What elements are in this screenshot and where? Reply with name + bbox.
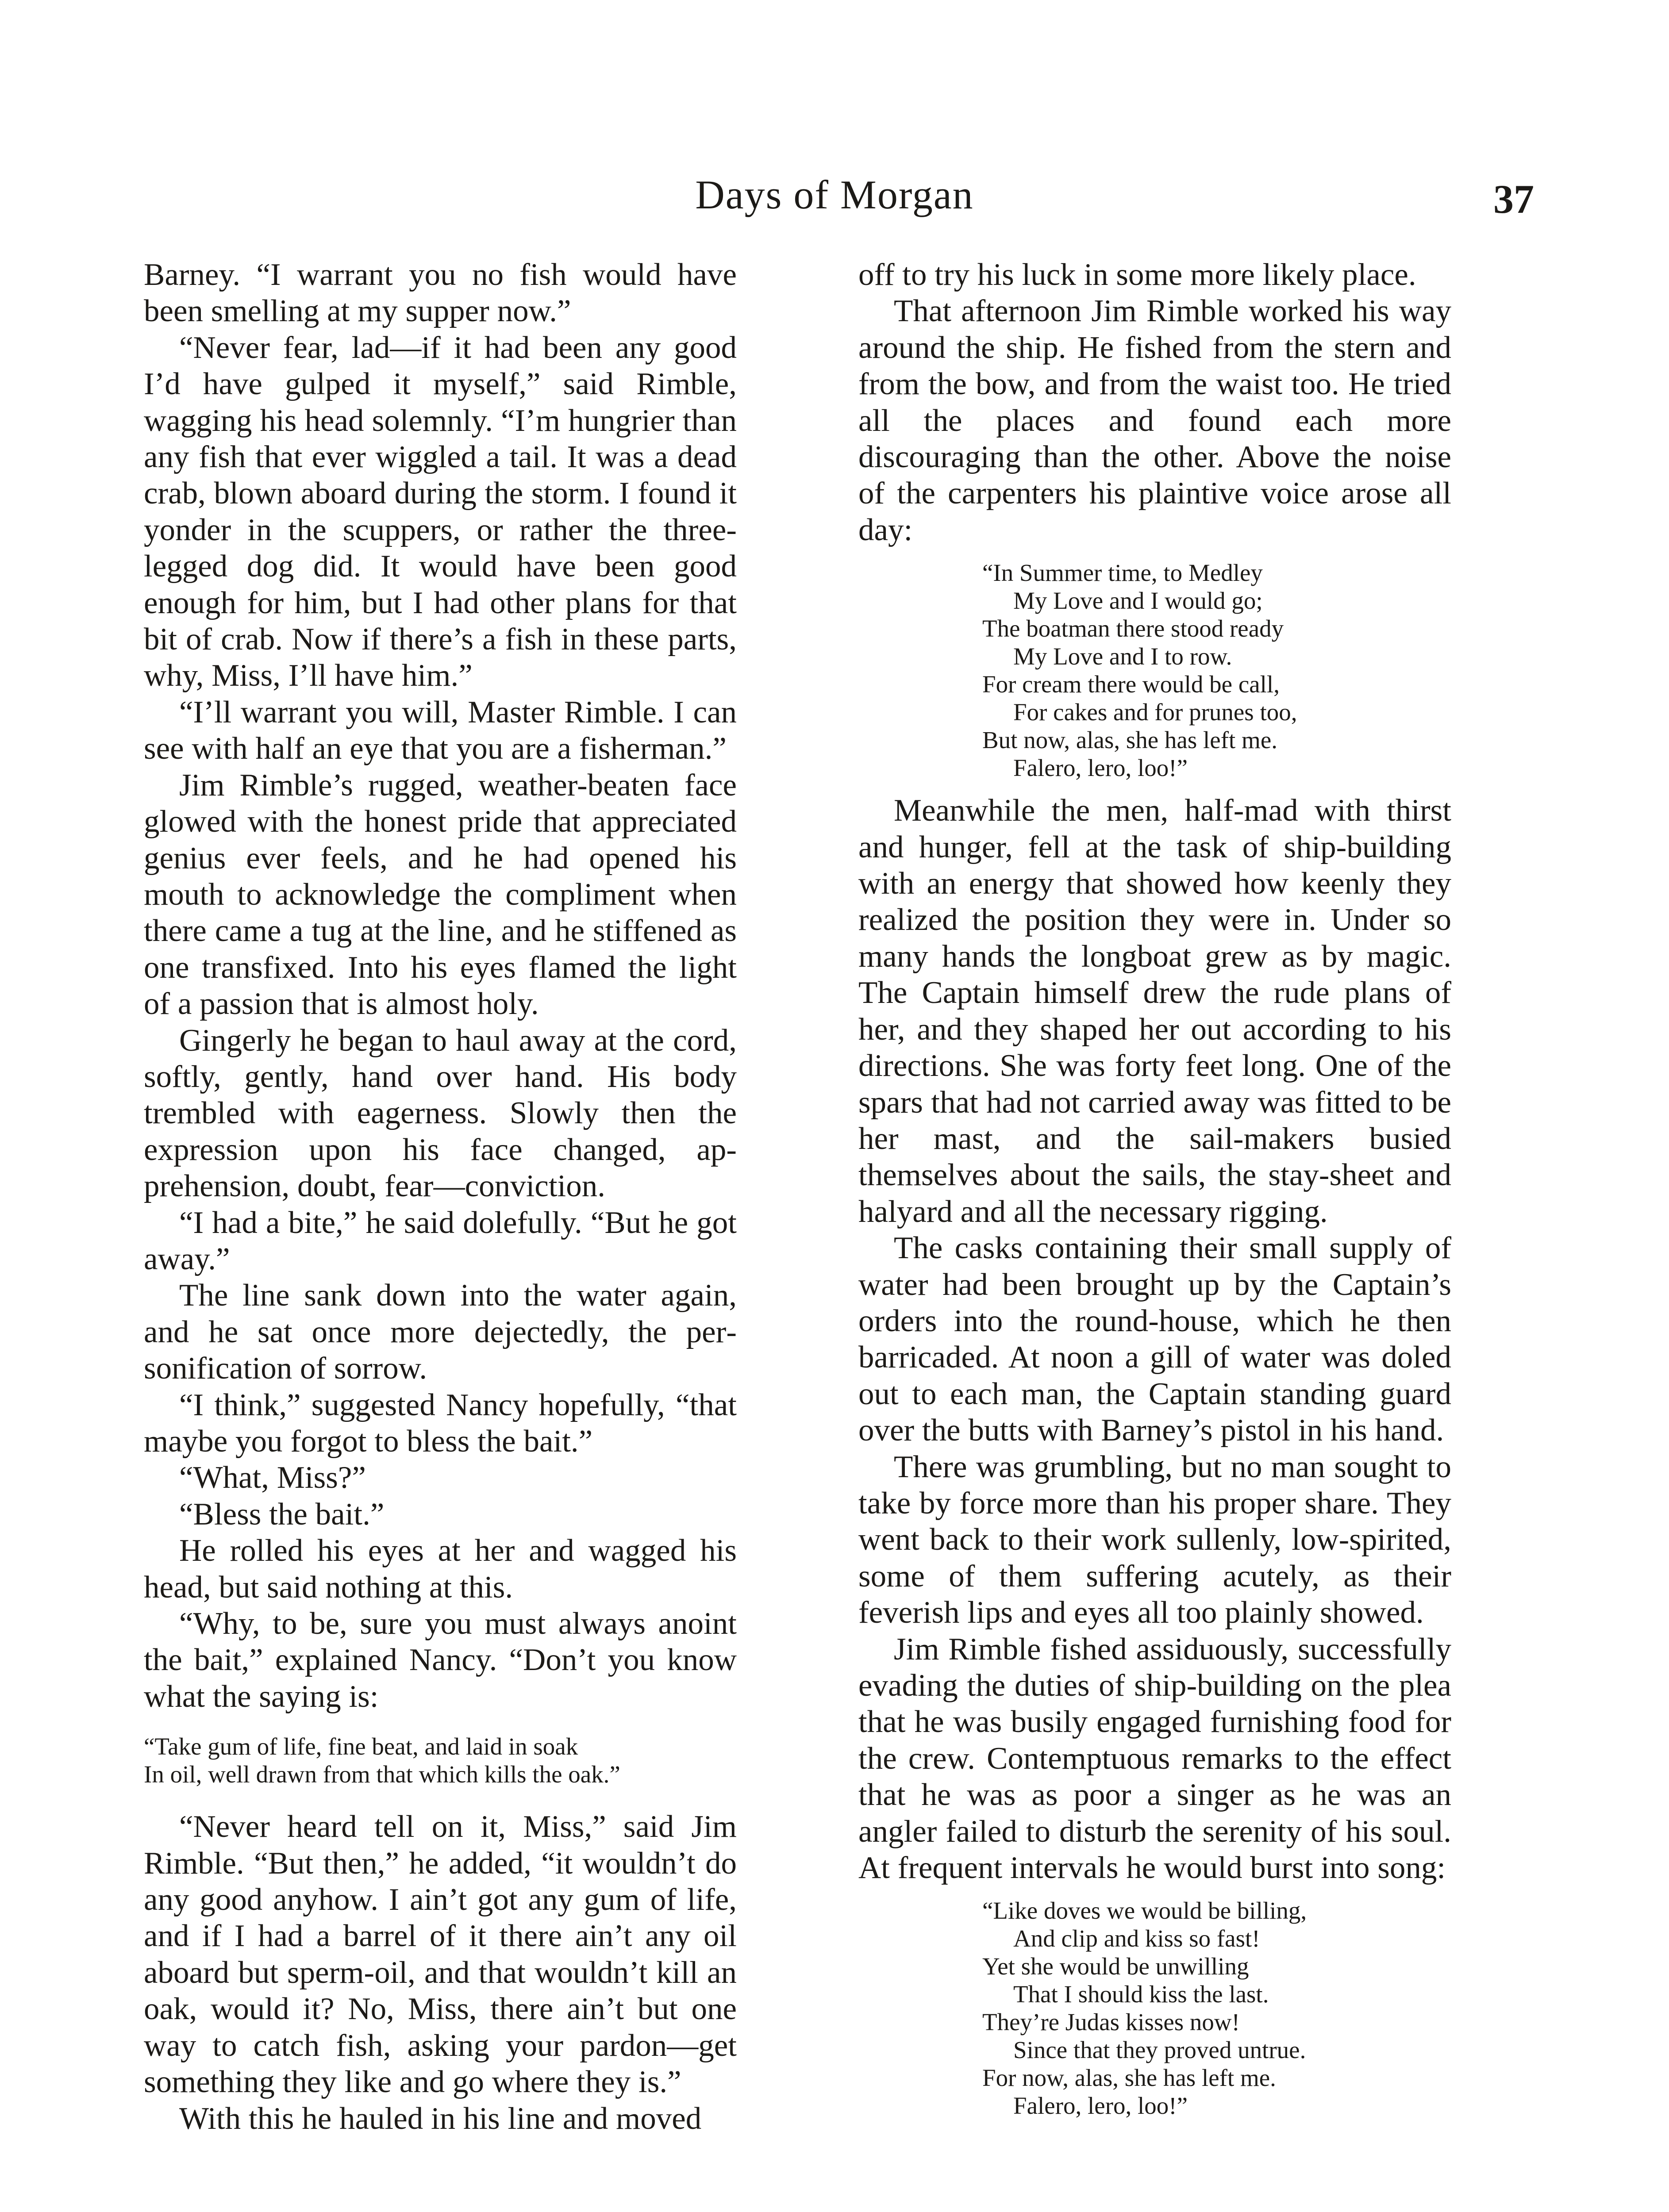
verse-line: “In Summer time, to Medley — [982, 559, 1263, 587]
right-column — [858, 257, 1451, 2130]
paragraph: “I’ll warrant you will, Master Rimble. I can see with half an eye that you are a fisherman.” — [144, 695, 737, 766]
verse-line: Falero, lero, loo!” — [1013, 754, 1188, 782]
verse-line: Yet she would be unwilling — [982, 1953, 1249, 1980]
paragraph: The line sank down into the water again, and he sat once more dejectedly, the personification of sorrow. — [144, 1278, 737, 1386]
paragraph: Jim Rimble’s rugged, weather-beaten face glowed with the honest pride that appreciated genius ever feels, and he had opened his mouth to acknowledge the compliment when there came a tug at the line, and he stiffened as one transfixed. Into his eyes flamed the light of a passion that is almost holy. — [144, 768, 737, 1022]
verse-line: That I should kiss the last. — [1013, 1981, 1269, 2008]
paragraph: “I think,” suggested Nancy hopefully, “that maybe you forgot to bless the bait.” — [144, 1387, 737, 1459]
verse-line: The boatman there stood ready — [982, 615, 1284, 642]
song-verse — [982, 1897, 1451, 2120]
left-column — [144, 257, 737, 2137]
verse-line: Falero, lero, loo!” — [1013, 2092, 1188, 2120]
paragraph: The casks containing their small supply of water had been brought up by the Captain’s orders into the round-house, which he then barricaded. At noon a gill of water was doled out to each man, the Captain standing guard over the butts with Barney’s pistol in his hand. — [858, 1231, 1451, 1448]
verse-line: But now, alas, she has left me. — [982, 726, 1277, 754]
paragraph: “Why, to be, sure you must always anoint the bait,” explained Nancy. “Don’t you know what the saying is: — [144, 1606, 737, 1714]
paragraph: Meanwhile the men, half-mad with thirst and hunger, fell at the task of ship-building with an energy that showed how keenly they realized the position they were in. Under so many hands the longboat grew as by magic. The Captain himself drew the rude plans of her, and they shaped her out according to his directions. She was forty feet long. One of the spars that had not carried away was fitted to be her mast, and the sail-makers busied themselves about the sails, the stay-sheet and halyard and all the necessary rigging. — [858, 793, 1451, 1229]
paragraph: There was grumbling, but no man sought to take by force more than his proper share. They went back to their work sullenly, low-spirited, some of them suffering acutely, as their feverish lips and eyes all too plainly showed. — [858, 1449, 1451, 1630]
paragraph: Gingerly he began to haul away at the cord, softly, gently, hand over hand. His body trembled with eagerness. Slowly then the expression upon his face changed, apprehension, doubt, fear—conviction. — [144, 1023, 737, 1204]
paragraph: Jim Rimble fished assiduously, successfully evading the duties of ship-building on the plea that he was busily engaged furnishing food for the crew. Contemptuous remarks to the effect that he was as poor a singer as he was an angler failed to disturb the serenity of his soul. At frequent intervals he would burst into song: — [858, 1632, 1451, 1886]
paragraph: off to try his luck in some more likely place. — [858, 257, 1416, 292]
song-verse — [982, 559, 1451, 782]
paragraph: “What, Miss?” — [179, 1460, 366, 1495]
verse-line: In oil, well drawn from that which kills the oak.” — [144, 1761, 620, 1788]
verse-line: Since that they proved untrue. — [1013, 2036, 1306, 2064]
verse-line: My Love and I to row. — [1013, 643, 1232, 670]
paragraph: That afternoon Jim Rimble worked his way around the ship. He fished from the stern and from the bow, and from the waist too. He tried all the places and found each more discouraging than the other. Above the noise of the carpenters his plaintive voice arose all day: — [858, 294, 1451, 547]
page-header — [0, 164, 1669, 226]
verse-line: And clip and kiss so fast! — [1013, 1925, 1260, 1952]
paragraph: He rolled his eyes at her and wagged his head, but said nothing at this. — [144, 1533, 737, 1605]
paragraph: “Bless the bait.” — [179, 1497, 385, 1532]
page-number: 37 — [1493, 177, 1534, 222]
verse-line: They’re Judas kisses now! — [982, 2008, 1240, 2036]
running-title: Days of Morgan — [695, 172, 974, 217]
paragraph: “Never fear, lad—if it had been any good I’d have gulped it myself,” said Rimble, wagging his head solemnly. “I’m hungrier than any fish that ever wiggled a tail. It was a dead crab, blown aboard during the storm. I found it yonder in the scuppers, or rather the three-legged dog did. It would have been good enough for him, but I had other plans for that bit of crab. Now if there’s a fish in these parts, why, Miss, I’ll have him.” — [144, 330, 737, 693]
paragraph: “Never heard tell on it, Miss,” said Jim Rimble. “But then,” he added, “it wouldn’t do any good anyhow. I ain’t got any gum of life, and if I had a barrel of it there ain’t any oil aboard but sperm-oil, and that wouldn’t kill an oak, would it? No, Miss, there ain’t but one way to catch fish, asking your pardon—get something they like and go where they is.” — [144, 1809, 737, 2100]
quoted-couplet — [144, 1732, 737, 1788]
paragraph: With this he hauled in his line and moved — [179, 2101, 702, 2136]
verse-line: “Take gum of life, fine beat, and laid in soak — [144, 1733, 578, 1760]
verse-line: For cream there would be call, — [982, 671, 1280, 698]
paragraph: Barney. “I warrant you no fish would have been smelling at my supper now.” — [144, 257, 737, 329]
verse-line: For cakes and for prunes too, — [1013, 699, 1297, 726]
verse-line: For now, alas, she has left me. — [982, 2064, 1276, 2092]
verse-line: “Like doves we would be billing, — [982, 1897, 1307, 1924]
verse-line: My Love and I would go; — [1013, 587, 1263, 614]
paragraph: “I had a bite,” he said dolefully. “But he got away.” — [144, 1205, 737, 1276]
